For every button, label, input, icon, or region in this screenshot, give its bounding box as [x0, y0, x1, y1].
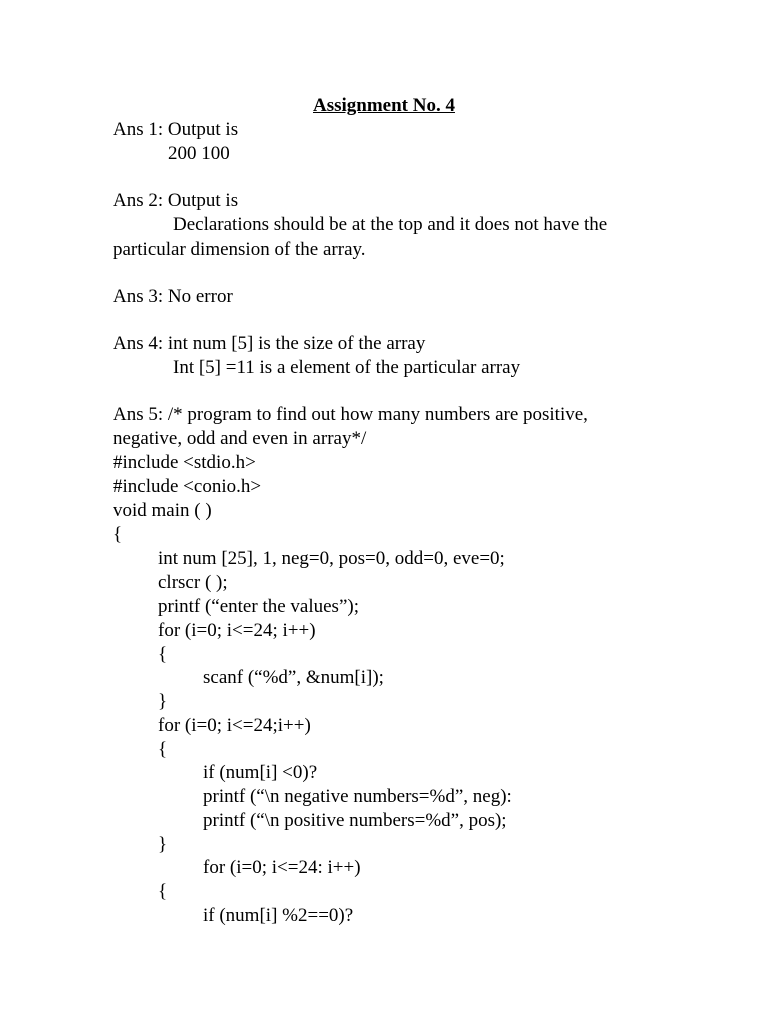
answer-2-text-line-1: Declarations should be at the top and it does not have the	[173, 214, 608, 235]
answer-1-heading: Ans 1: Output is	[113, 119, 239, 140]
code-line: void main ( )	[113, 500, 212, 521]
code-line: #include <conio.h>	[113, 476, 262, 497]
code-line: printf (“\n negative numbers=%d”, neg):	[203, 786, 512, 807]
code-line: {	[158, 739, 168, 760]
code-line: for (i=0; i<=24;i++)	[158, 715, 311, 736]
answer-4-heading: Ans 4: int num [5] is the size of the array	[113, 333, 426, 354]
answer-2-heading: Ans 2: Output is	[113, 190, 239, 211]
code-line: for (i=0; i<=24: i++)	[203, 857, 361, 878]
code-line: {	[113, 524, 123, 545]
answer-4-text: Int [5] =11 is a element of the particular array	[173, 357, 521, 378]
code-line: {	[158, 881, 168, 902]
assignment-title: Assignment No. 4	[313, 95, 455, 116]
code-line: if (num[i] <0)?	[203, 762, 318, 783]
answer-5-comment-line: negative, odd and even in array*/	[113, 428, 367, 449]
code-line: }	[158, 834, 168, 855]
code-line: scanf (“%d”, &num[i]);	[203, 667, 384, 688]
code-line: }	[158, 691, 168, 712]
code-line: printf (“enter the values”);	[158, 596, 359, 617]
code-line: #include <stdio.h>	[113, 452, 256, 473]
code-line: if (num[i] %2==0)?	[203, 905, 354, 926]
answer-5-heading: Ans 5: /* program to find out how many numbers are positive,	[113, 404, 588, 425]
code-line: {	[158, 644, 168, 665]
answer-1-output: 200 100	[168, 143, 230, 164]
code-line: int num [25], 1, neg=0, pos=0, odd=0, eve=0;	[158, 548, 505, 569]
answer-3-heading: Ans 3: No error	[113, 286, 233, 307]
code-line: clrscr ( );	[158, 572, 228, 593]
code-line: for (i=0; i<=24; i++)	[158, 620, 316, 641]
code-line: printf (“\n positive numbers=%d”, pos);	[203, 810, 507, 831]
answer-2-text-line-2: particular dimension of the array.	[113, 239, 366, 260]
